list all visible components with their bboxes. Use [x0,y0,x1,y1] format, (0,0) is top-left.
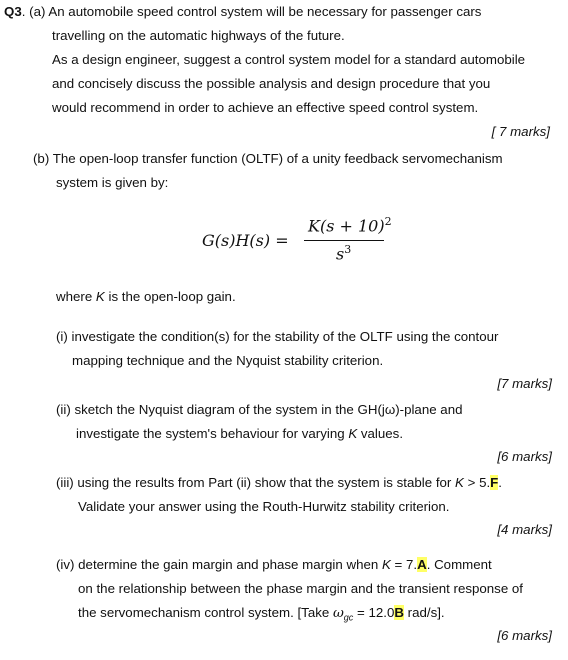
part-i-line-1: (i) investigate the condition(s) for the stability of the OLTF using the contour [56,329,499,344]
part-ii-marks: [6 marks] [497,449,552,464]
highlight-b: B [394,605,404,620]
part-iv-line-2: on the relationship between the phase margin and the transient response of [78,581,524,596]
part-i-marks: [7 marks] [497,376,552,391]
part-iv-line-1: (iv) determine the gain margin and phase margin when K = 7.A. Comment [56,557,492,572]
question-number: Q3 [4,4,22,19]
part-iii-line-2: Validate your answer using the Routh-Hurwitz stability criterion. [78,499,450,514]
part-a-line-4: and concisely discuss the possible analysis and design procedure that you [52,76,491,91]
highlight-a: A [417,557,427,572]
highlight-f: F [490,475,499,490]
where-clause: where K is the open-loop gain. [56,289,236,304]
part-ii-line-1: (ii) sketch the Nyquist diagram of the system in the GH(jω)-plane and [56,402,463,417]
equation-denominator: $s^3$ [336,243,352,264]
equation-numerator: $K(s + 10)^2$ [308,215,392,236]
part-iv-line-3: the servomechanism control system. [Take $\omega_{gc} = 12.0B$ rad/s]. [78,605,445,623]
part-iv-marks: [6 marks] [497,628,552,643]
part-a-line-3: As a design engineer, suggest a control system model for a standard automobile [52,52,526,67]
part-b-line-1: (b) The open-loop transfer function (OLTF) of a unity feedback servomechanism [33,151,503,166]
part-ii-line-2: investigate the system's behaviour for varying K values. [76,426,404,441]
question-heading [4,3,481,21]
part-iii-marks: [4 marks] [497,522,552,537]
equation-lhs: G(s)H(s) = [202,231,289,250]
part-iii-line-1: (iii) using the results from Part (ii) show that the system is stable for K > 5.F. [56,475,502,490]
part-a-line-2: travelling on the automatic highways of the future. [52,28,345,43]
part-a-line-1: . (a) An automobile speed control system will be necessary for passenger cars [21,4,482,19]
part-a-line-5: would recommend in order to achieve an effective speed control system. [52,100,479,115]
fraction-bar [304,240,384,241]
part-b-line-2: system is given by: [56,175,169,190]
part-i-line-2: mapping technique and the Nyquist stability criterion. [72,353,384,368]
part-a-marks: [ 7 marks] [491,124,550,139]
